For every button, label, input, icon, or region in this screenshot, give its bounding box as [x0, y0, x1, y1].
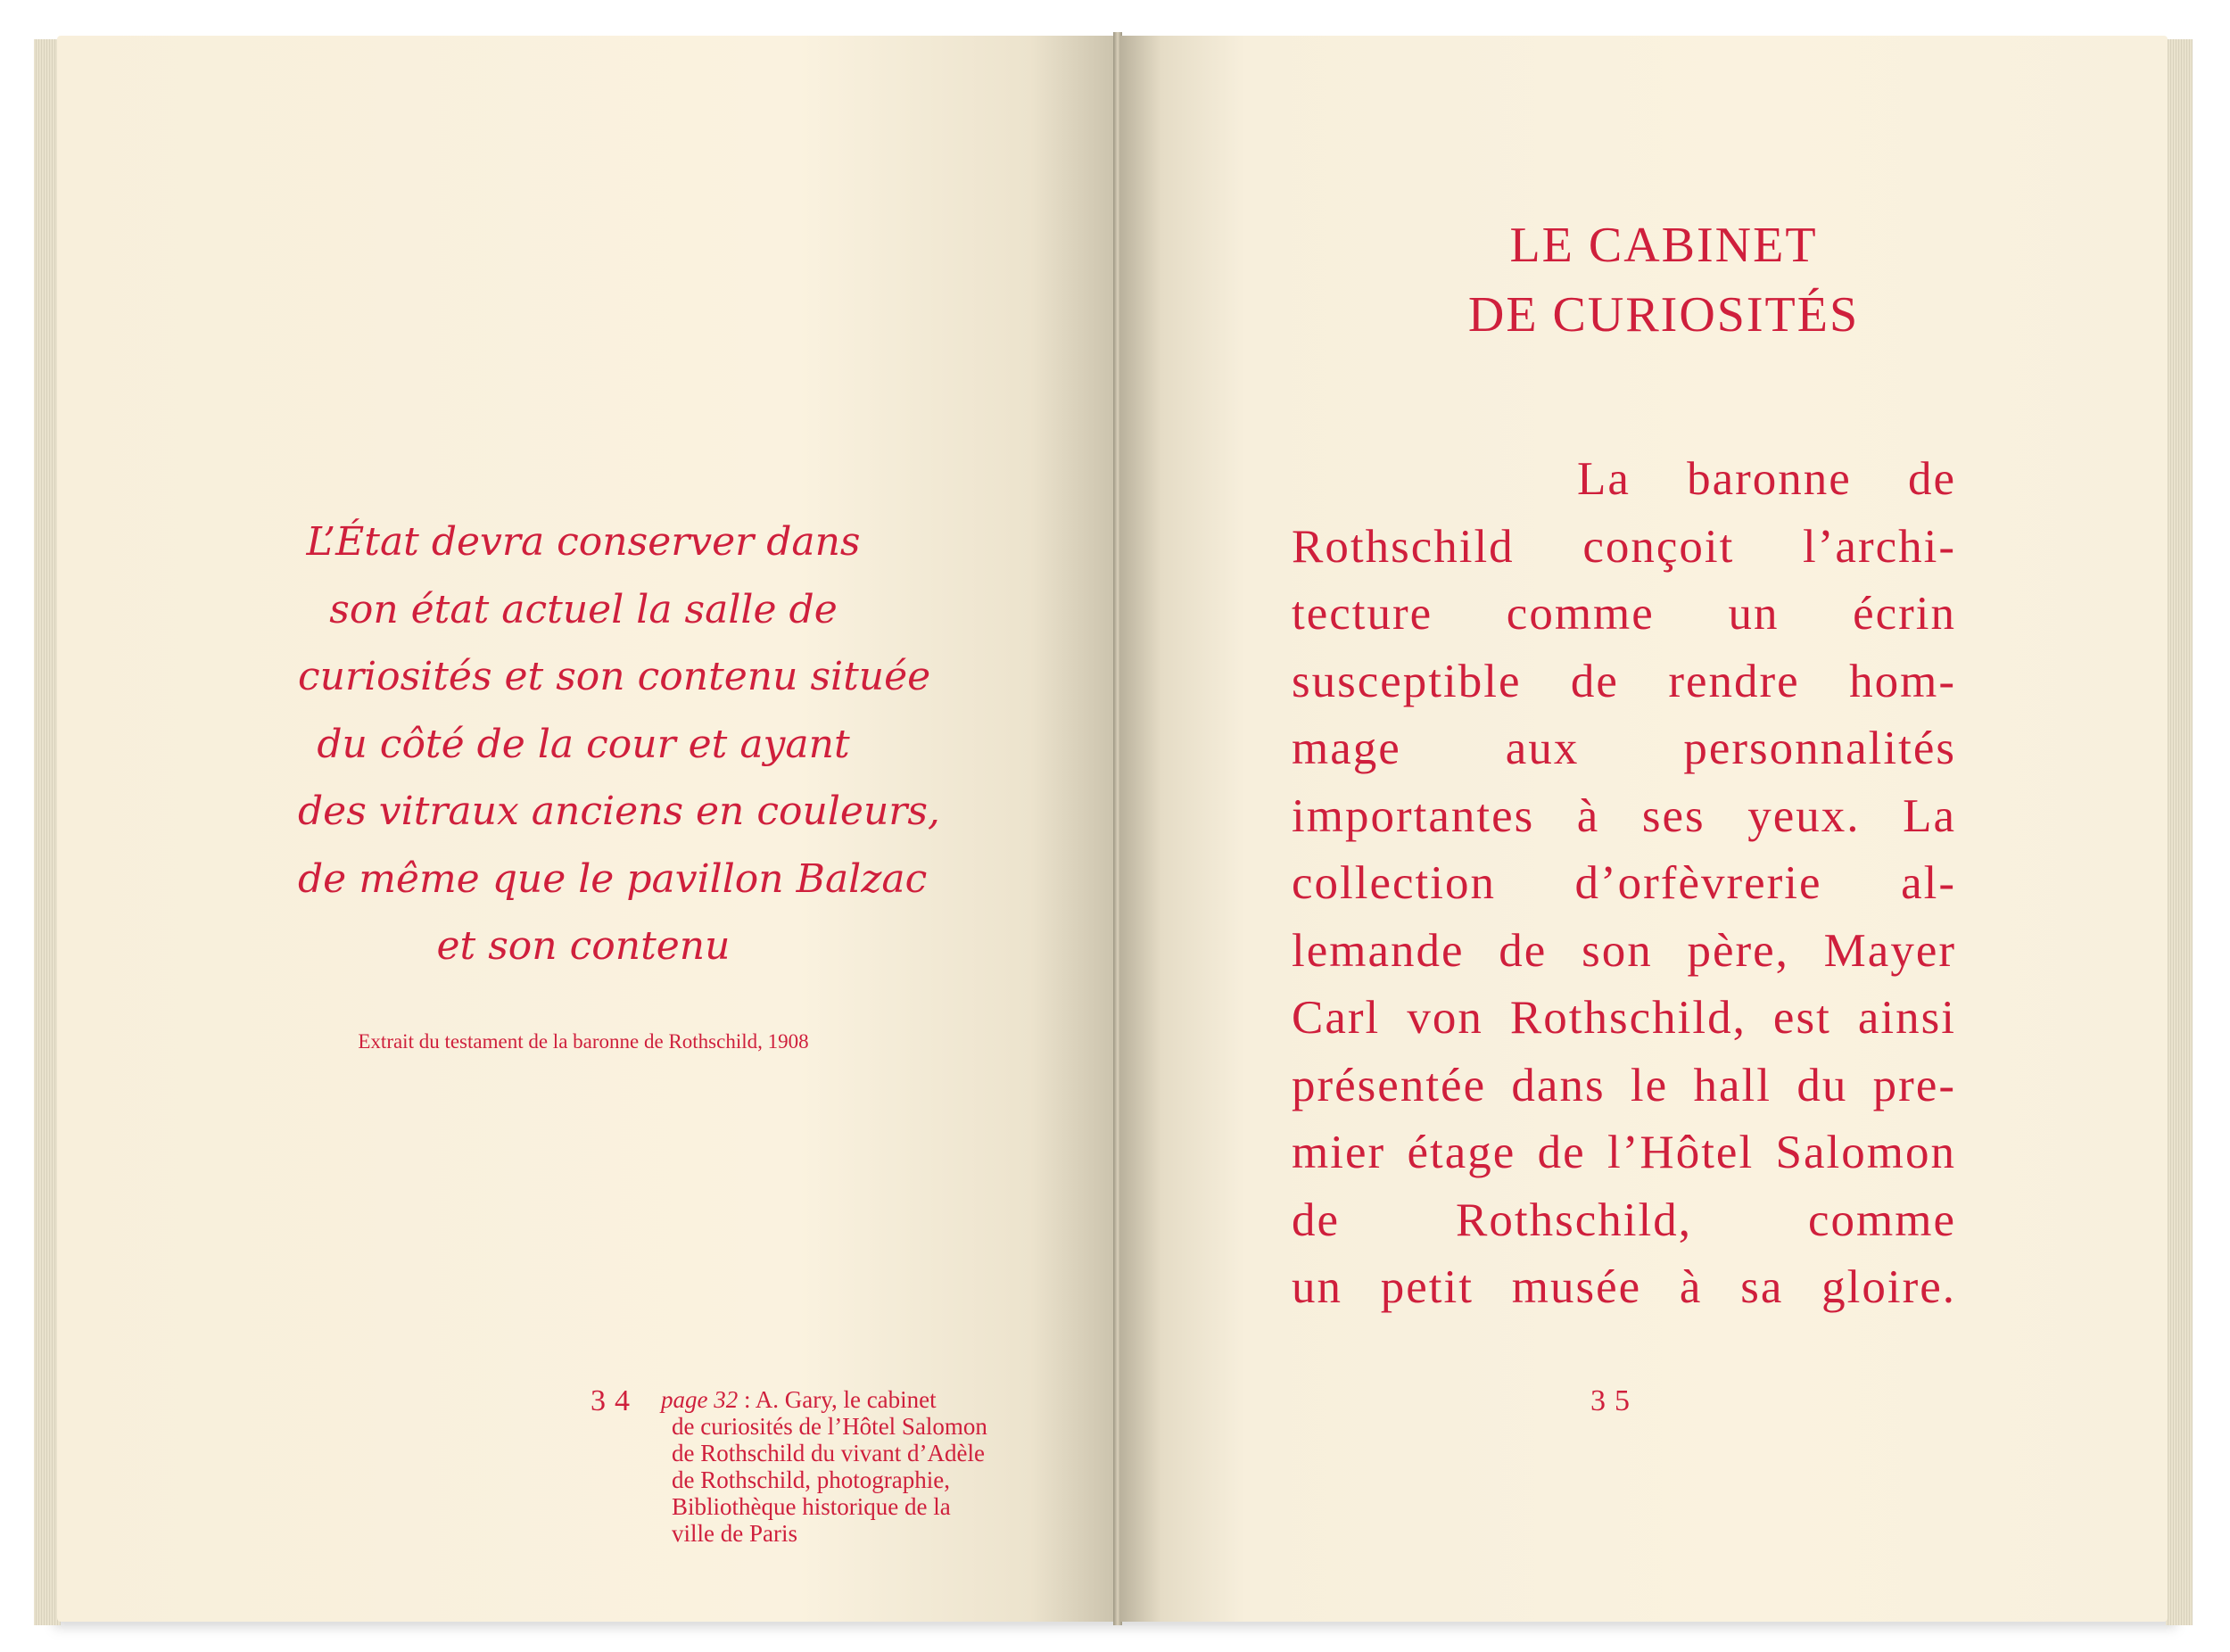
caption-line: [661, 1386, 1005, 1413]
caption-line: de Rothschild, photographie,: [672, 1466, 950, 1493]
caption-line: de Rothschild du vivant d’Adèle: [672, 1440, 985, 1466]
quote-line: de même que le pavillon Balzac: [298, 855, 928, 902]
body-paragraph: [1292, 446, 1956, 1322]
title-line: DE CURIOSITÉS: [1467, 287, 1860, 343]
left-page: [57, 36, 1115, 1622]
quote-line: et son contenu: [436, 923, 731, 969]
caption-text: : A. Gary, le cabinet: [738, 1386, 937, 1413]
page-edges-right: [2166, 39, 2193, 1625]
body-line: lemande de son père, Mayer: [1292, 924, 1956, 977]
body-line: importantes à ses yeux. La: [1292, 789, 1956, 842]
body-line: présentée dans le hall du pre-: [1292, 1059, 1956, 1111]
quote-source: Extrait du testament de la baronne de Rothschild, 1908: [358, 1030, 809, 1053]
right-page: [1119, 36, 2168, 1622]
quote-line: curiosités et son contenu située: [298, 654, 931, 699]
testament-quote: [298, 508, 940, 980]
caption-line: de curiosités de l’Hôtel Salomon: [672, 1413, 987, 1440]
image-caption: [661, 1386, 1005, 1547]
quote-line: L’État devra conserver dans: [306, 519, 861, 565]
page-number-left: 34: [591, 1384, 639, 1417]
caption-page-ref: page 32: [661, 1386, 739, 1413]
title-line: LE CABINET: [1509, 218, 1818, 273]
body-line: mier étage de l’Hôtel Salomon: [1292, 1127, 1956, 1178]
chapter-title: [1396, 211, 1931, 350]
caption-line: ville de Paris: [672, 1520, 797, 1547]
body-line: Rothschild conçoit l’archi-: [1292, 520, 1956, 573]
body-line: collection d’orfèvrerie al-: [1292, 857, 1956, 909]
body-line: de Rothschild, comme: [1292, 1194, 1956, 1246]
caption-line: Bibliothèque historique de la: [672, 1493, 951, 1520]
body-line: mage aux personnalités: [1292, 723, 1956, 774]
body-line: tecture comme un écrin: [1292, 588, 1956, 640]
body-line: La baronne de: [1577, 453, 1956, 505]
body-line: susceptible de rendre hom-: [1292, 655, 1956, 707]
quote-line: des vitraux anciens en couleurs,: [298, 789, 940, 834]
quote-line: du côté de la cour et ayant: [317, 721, 850, 767]
body-line: Carl von Rothschild, est ainsi: [1292, 992, 1956, 1044]
page-number-right: 35: [1590, 1384, 1639, 1417]
quote-line: son état actuel la salle de: [329, 586, 838, 632]
body-line: un petit musée à sa gloire.: [1292, 1261, 1956, 1313]
